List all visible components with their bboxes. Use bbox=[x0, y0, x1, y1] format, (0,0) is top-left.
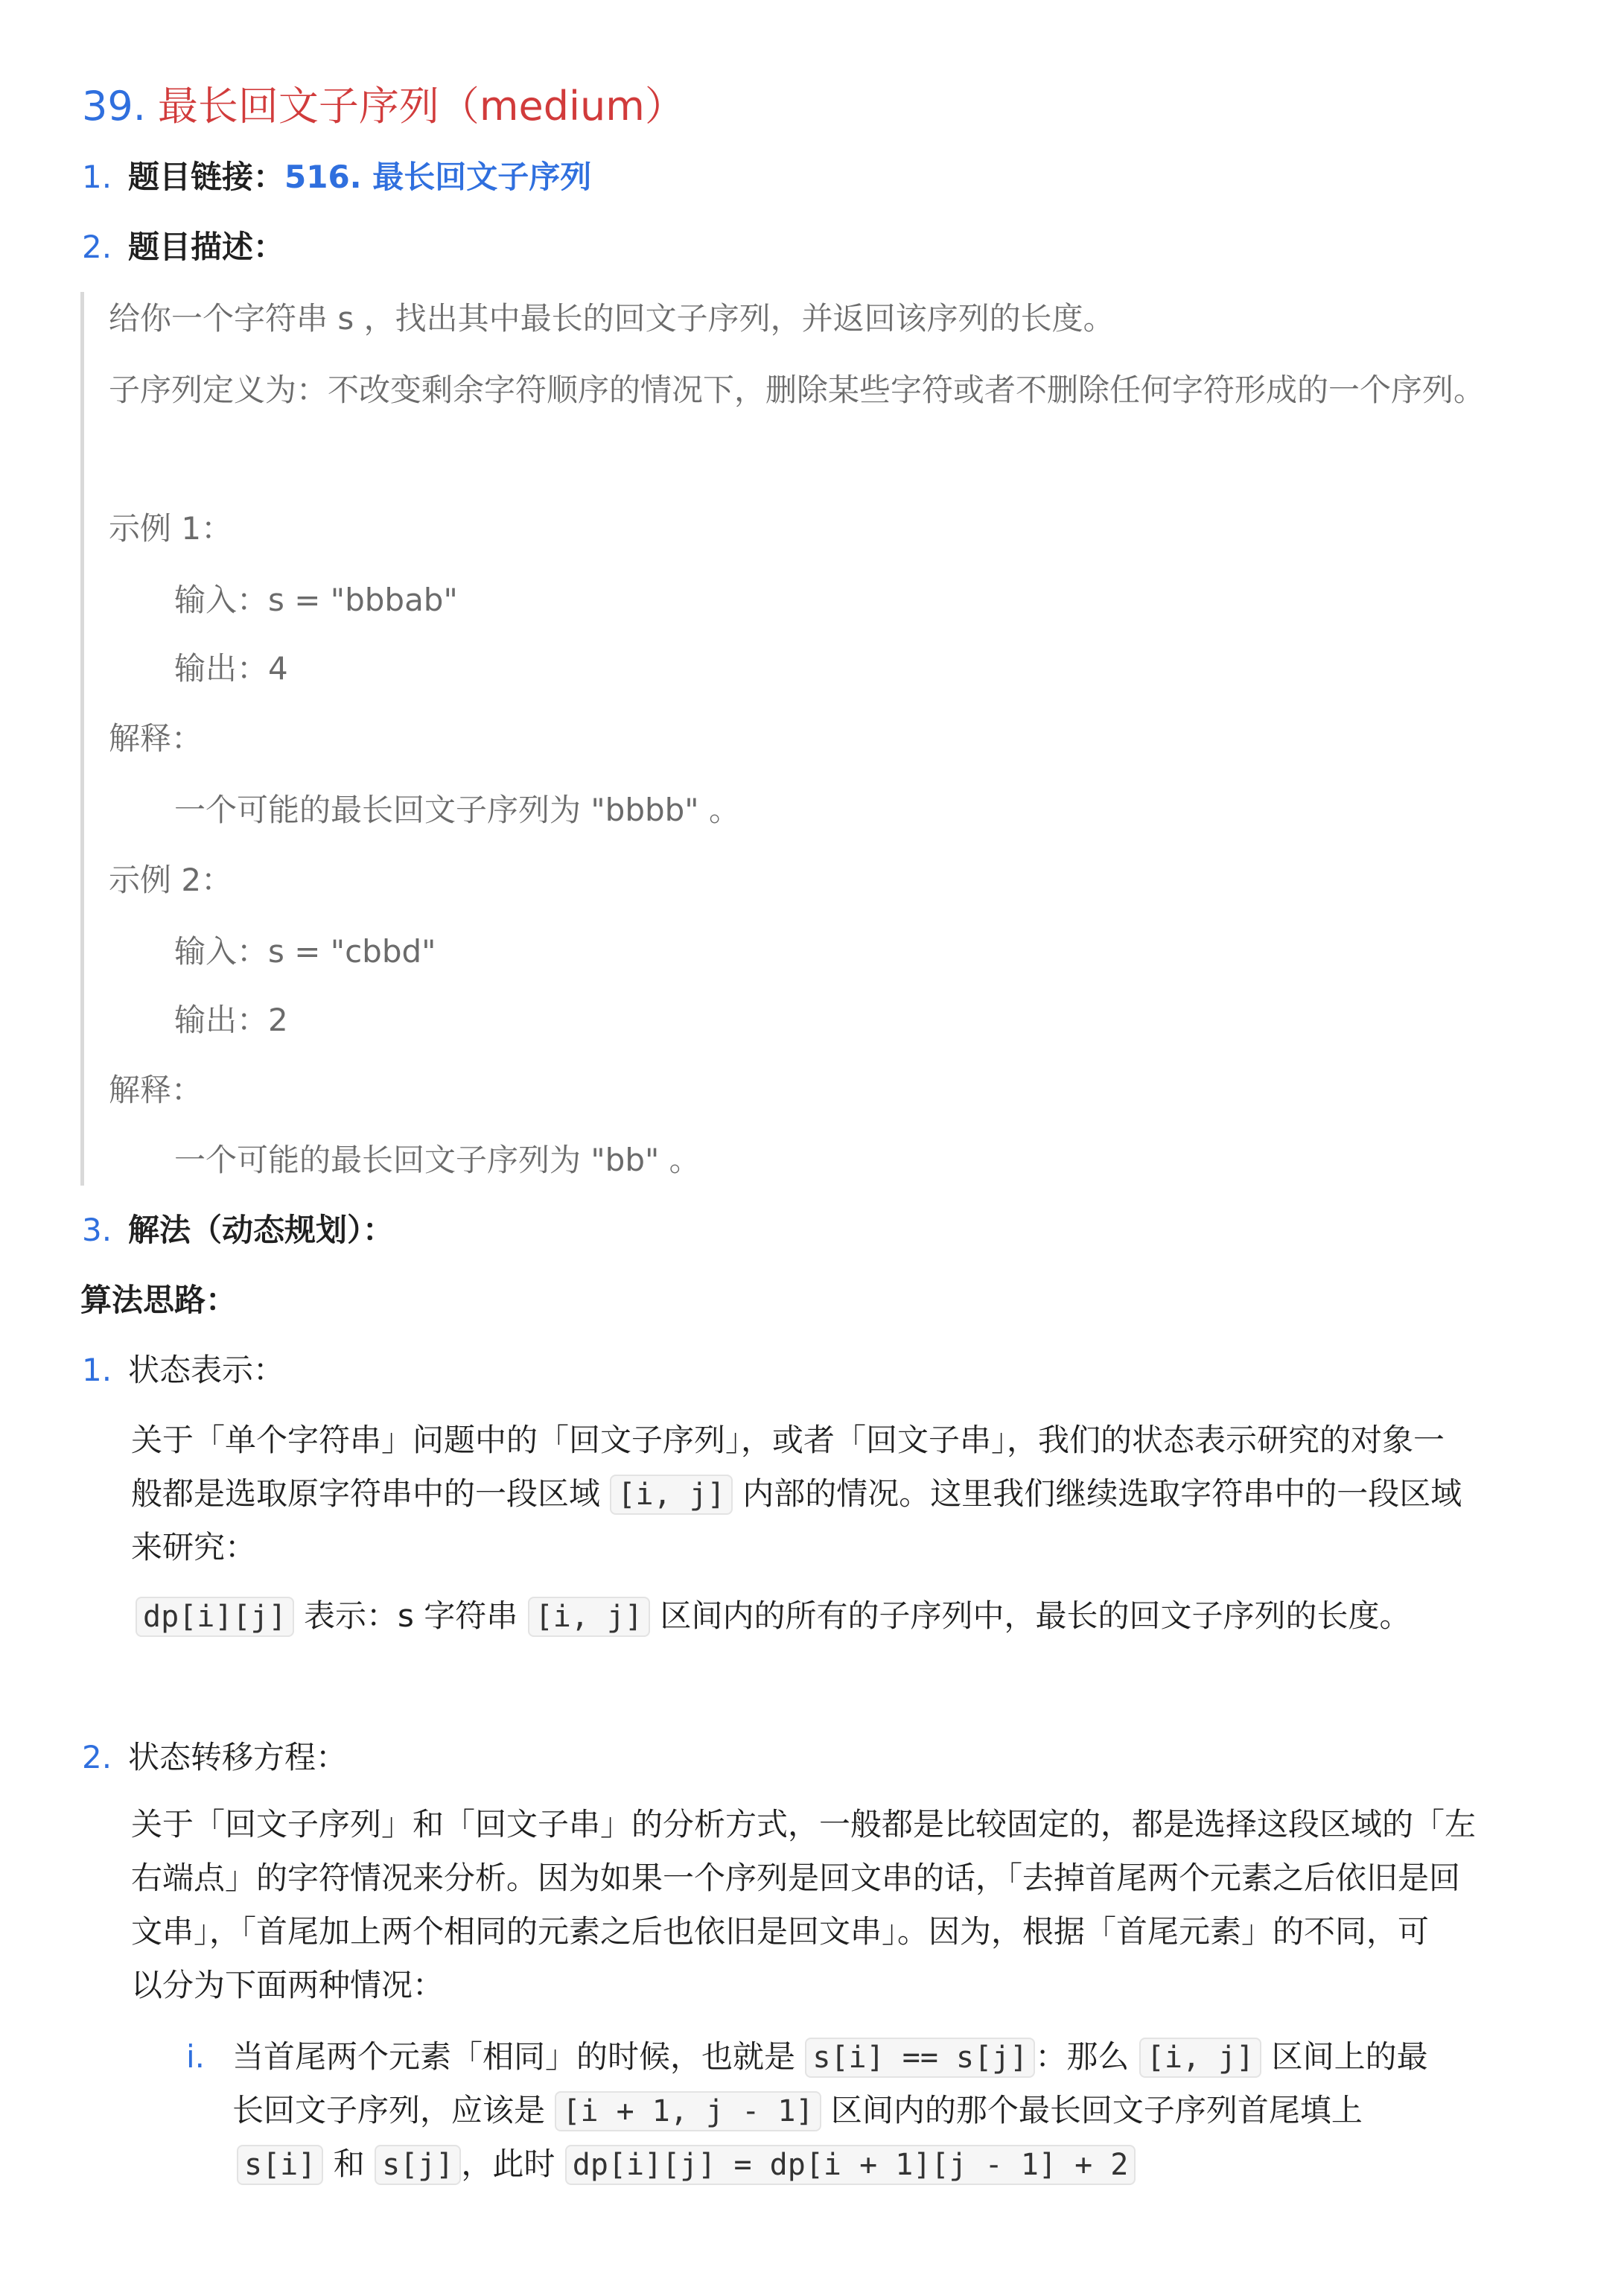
text: 区间内的所有的子序列中，最长的回文子序列的长度。 bbox=[660, 1597, 1411, 1634]
list-item-link bbox=[82, 155, 112, 200]
step-2-line-4: 以分为下面两种情况： bbox=[131, 1967, 445, 2003]
inline-code: s[i] bbox=[237, 2145, 323, 2185]
problem-desc-heading: 题目描述： bbox=[128, 229, 285, 265]
title-number: 39. bbox=[82, 83, 146, 130]
step-1-number: 1. bbox=[82, 1352, 112, 1388]
problem-link-line bbox=[128, 155, 591, 200]
blockquote-bar bbox=[80, 292, 84, 1186]
inline-code: [i, j] bbox=[610, 1475, 733, 1515]
list-item-solution bbox=[82, 1208, 112, 1253]
step-2-line-2: 右端点」的字符情况来分析。因为如果一个序列是回文串的话，「去掉首尾两个元素之后依旧是回 bbox=[131, 1860, 1461, 1896]
inline-code: s[j] bbox=[375, 2145, 461, 2185]
list-number: 2. bbox=[82, 229, 112, 265]
example-2-explain-label: 解释： bbox=[109, 1072, 203, 1108]
solution-heading: 解法（动态规划）： bbox=[128, 1212, 395, 1248]
text: ，此时 bbox=[461, 2146, 555, 2182]
step-1-definition bbox=[136, 1589, 1410, 1644]
step-1-title: 状态表示： bbox=[128, 1352, 285, 1388]
sub-item-line-1 bbox=[232, 2030, 1428, 2084]
text: 内部的情况。这里我们继续选取字符串中的一段区域 bbox=[742, 1475, 1462, 1512]
text: 当首尾两个元素「相同」的时候，也就是 bbox=[232, 2038, 796, 2075]
list-number: 1. bbox=[82, 159, 112, 195]
desc-paragraph-2: 子序列定义为：不改变剩余字符顺序的情况下，删除某些字符或者不删除任何字符形成的一个序列。 bbox=[109, 372, 1486, 408]
step-2-line-1: 关于「回文子序列」和「回文子串」的分析方式，一般都是比较固定的，都是选择这段区域的「左 bbox=[131, 1806, 1477, 1842]
step-2-number: 2. bbox=[82, 1739, 112, 1775]
algo-heading: 算法思路： bbox=[80, 1282, 238, 1318]
step-1-line-3: 来研究： bbox=[131, 1529, 257, 1565]
text: 表示：s 字符串 bbox=[304, 1597, 518, 1634]
example-2-title: 示例 2： bbox=[109, 862, 233, 898]
example-1-output: 输出：4 bbox=[174, 650, 288, 687]
text: 和 bbox=[333, 2146, 365, 2182]
inline-code: s[i] == s[j] bbox=[805, 2038, 1035, 2078]
step-1-line-2 bbox=[131, 1467, 1462, 1521]
example-1-input: 输入：s = "bbbab" bbox=[174, 582, 458, 618]
list-item-desc bbox=[82, 225, 112, 270]
example-2-explain: 一个可能的最长回文子序列为 "bb" 。 bbox=[174, 1142, 701, 1178]
sub-item-line-3 bbox=[237, 2137, 1136, 2192]
inline-code: dp[i][j] = dp[i + 1][j - 1] + 2 bbox=[565, 2145, 1136, 2185]
text: 区间上的最 bbox=[1271, 2038, 1428, 2075]
desc-paragraph-1: 给你一个字符串 s ，找出其中最长的回文子序列，并返回该序列的长度。 bbox=[109, 300, 1115, 337]
example-2-output: 输出：2 bbox=[174, 1002, 288, 1038]
text: 般都是选取原字符串中的一段区域 bbox=[131, 1475, 601, 1512]
inline-code: [i + 1, j - 1] bbox=[555, 2091, 821, 2131]
list-number: 3. bbox=[82, 1212, 112, 1248]
inline-code: dp[i][j] bbox=[136, 1597, 294, 1637]
inline-code: [i, j] bbox=[528, 1597, 651, 1637]
text: 区间内的那个最长回文子序列首尾填上 bbox=[830, 2092, 1363, 2128]
text: ：那么 bbox=[1035, 2038, 1130, 2075]
inline-code: [i, j] bbox=[1139, 2038, 1262, 2078]
step-2-line-3: 文串」，「首尾加上两个相同的元素之后也依旧是回文串」。因为，根据「首尾元素」的不同，可 bbox=[131, 1913, 1430, 1950]
example-1-title: 示例 1： bbox=[109, 510, 233, 547]
problem-link[interactable]: 516. 最长回文子序列 bbox=[284, 159, 592, 195]
example-1-explain: 一个可能的最长回文子序列为 "bbbb" 。 bbox=[174, 792, 740, 828]
page-title bbox=[82, 80, 685, 133]
title-text: 最长回文子序列（medium） bbox=[157, 83, 685, 130]
example-2-input: 输入：s = "cbbd" bbox=[174, 933, 436, 970]
step-2-title: 状态转移方程： bbox=[128, 1739, 348, 1775]
sub-item-number: i. bbox=[186, 2038, 206, 2075]
sub-item-line-2 bbox=[232, 2084, 1363, 2138]
problem-link-label: 题目链接： bbox=[128, 159, 285, 195]
example-1-explain-label: 解释： bbox=[109, 720, 203, 757]
text: 长回文子序列，应该是 bbox=[232, 2092, 546, 2128]
step-1-line-1: 关于「单个字符串」问题中的「回文子序列」，或者「回文子串」，我们的状态表示研究的对象一 bbox=[131, 1422, 1445, 1458]
